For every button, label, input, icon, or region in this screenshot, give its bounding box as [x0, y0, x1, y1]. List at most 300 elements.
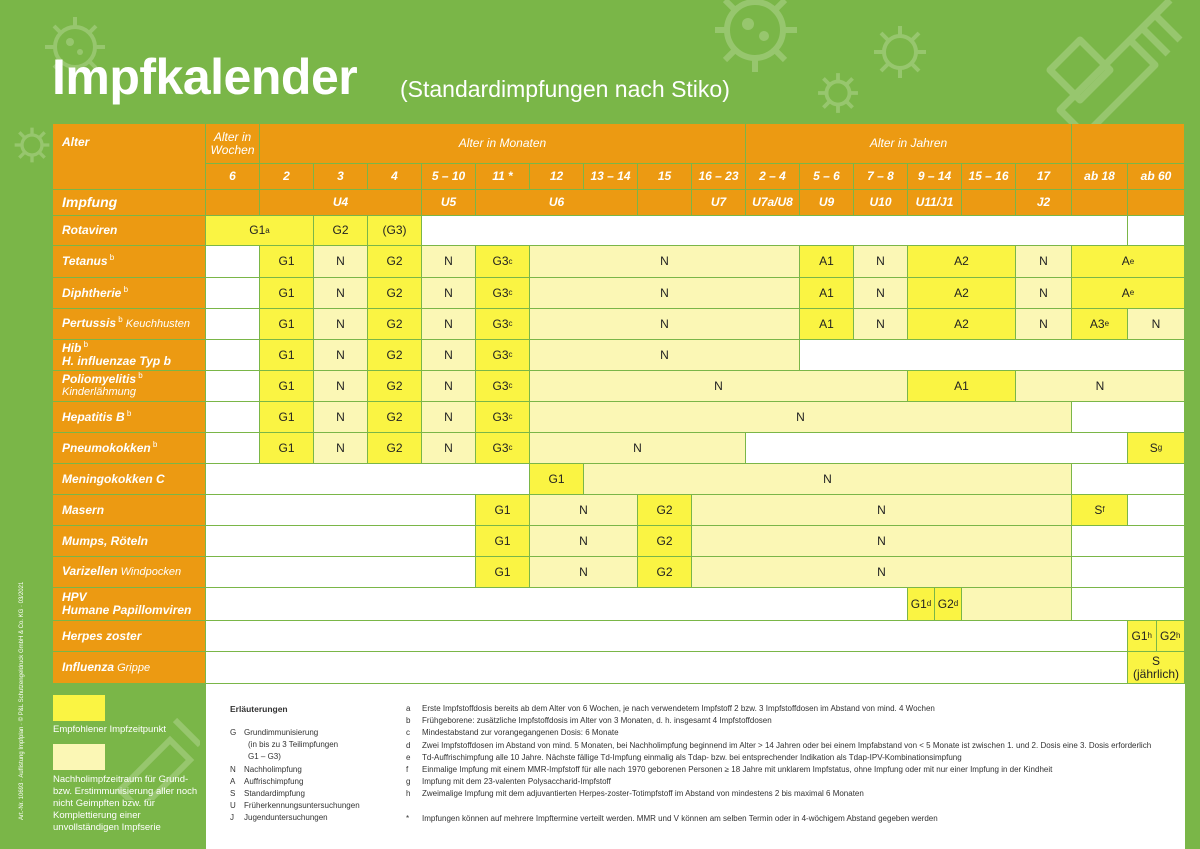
cell-text: 12 — [549, 169, 564, 183]
schedule-cell — [530, 402, 1072, 433]
schedule-cell — [1072, 588, 1185, 621]
schedule-cell — [1016, 246, 1072, 278]
footnote-text: Zweimalige Impfung mit dem adjuvantierten Herpes-zoster-Totimpfstoff im Abstand von mindestens 2 bis maximal 6 Monaten — [422, 789, 864, 799]
abbreviation-key: U — [230, 801, 236, 811]
cell-text: A1 — [819, 285, 834, 300]
virus-icon — [12, 125, 52, 165]
schedule-cell — [314, 371, 368, 402]
abbreviation-key: S — [230, 789, 236, 798]
cell-text: G2 — [386, 347, 403, 362]
age-header — [1128, 164, 1185, 190]
footnote-key: b — [406, 716, 411, 726]
schedule-cell — [260, 402, 314, 433]
footnote-key: a — [406, 704, 411, 713]
cell-text: Alter — [62, 135, 90, 149]
u-header — [962, 190, 1016, 216]
cell-text: N — [876, 285, 885, 300]
cell-text: N — [336, 316, 345, 331]
cell-text: G1 — [278, 440, 295, 455]
vaccine-name: Mumps, Röteln — [62, 533, 148, 548]
schedule-cell — [854, 246, 908, 278]
cell-text: G3 — [492, 254, 509, 268]
cell-text: A — [1121, 285, 1130, 300]
cell-text: A1 — [819, 316, 834, 331]
schedule-cell — [206, 464, 530, 495]
cell-text: U5 — [440, 195, 457, 209]
cell-text: G2 — [656, 533, 673, 548]
vaccine-label — [53, 588, 206, 621]
schedule-cell — [368, 402, 422, 433]
schedule-cell — [206, 340, 260, 371]
schedule-cell: G2 h — [1157, 621, 1186, 652]
footnote-marker: b — [81, 340, 89, 349]
vaccine-name: Rotaviren — [62, 223, 118, 237]
schedule-cell — [530, 246, 800, 278]
cell-text: A1 — [954, 378, 969, 393]
schedule-cell: G3 c — [476, 340, 530, 371]
cell-text: N — [660, 254, 669, 268]
vaccine-label — [53, 652, 206, 684]
schedule-cell — [314, 278, 368, 309]
vaccine-name-box — [62, 408, 132, 424]
schedule-cell — [314, 309, 368, 340]
cell-text: 16 – 23 — [698, 169, 739, 183]
header-jahre — [746, 124, 1072, 164]
schedule-cell — [530, 278, 800, 309]
cell-text: N — [444, 316, 453, 331]
u-header — [854, 190, 908, 216]
abbreviation-key: A — [230, 776, 236, 786]
u-header — [476, 190, 638, 216]
cell-text: U6 — [548, 195, 565, 209]
schedule-cell: G3 c — [476, 371, 530, 402]
footnote-key: * — [406, 813, 410, 823]
schedule-cell: G3 c — [476, 309, 530, 340]
vaccine-label — [53, 402, 206, 433]
cell-text: N — [1039, 316, 1048, 331]
vaccine-name-box — [62, 473, 165, 486]
cell-text: G3 — [492, 316, 509, 331]
cell-text: U4 — [332, 195, 349, 209]
footnote-key: f — [406, 765, 409, 774]
cell-text: N — [876, 316, 885, 331]
u-header — [1016, 190, 1072, 216]
cell-text: G1 — [1131, 628, 1148, 643]
schedule-cell — [260, 278, 314, 309]
abbreviation-text: Standardimpfung — [244, 789, 305, 798]
age-header — [476, 164, 530, 190]
cell-text: N — [444, 254, 453, 268]
vaccine-label — [53, 340, 206, 371]
cell-text: Alter in Wochen — [210, 129, 255, 157]
cell-text: A2 — [954, 254, 969, 268]
schedule-cell: A e — [1072, 246, 1185, 278]
footnote-marker: b — [150, 439, 158, 449]
cell-text: G2 — [386, 285, 403, 300]
vaccine-name-box — [62, 630, 141, 643]
cell-text: G2 — [386, 378, 403, 393]
vaccine-name: Influenza — [62, 659, 115, 674]
cell-text: G1 — [278, 409, 295, 424]
page-subtitle: (Standardimpfungen nach Stiko) — [400, 76, 730, 102]
cell-text: N — [1095, 378, 1105, 393]
schedule-cell — [422, 402, 476, 433]
schedule-cell — [260, 246, 314, 278]
schedule-cell — [314, 433, 368, 464]
schedule-cell — [422, 278, 476, 309]
vaccine-name-box — [62, 317, 190, 331]
cell-text: N — [1151, 316, 1161, 331]
header-monate — [260, 124, 746, 164]
cell-text: A2 — [954, 316, 969, 331]
u-header — [1072, 190, 1128, 216]
schedule-cell — [1016, 309, 1072, 340]
color-legend — [0, 684, 206, 849]
cell-text: G1 — [910, 596, 927, 611]
cell-text: 13 – 14 — [590, 169, 631, 183]
schedule-cell — [530, 340, 800, 371]
cell-text: 6 — [229, 169, 236, 183]
vaccine-label — [53, 371, 206, 402]
schedule-cell — [854, 278, 908, 309]
schedule-cell — [260, 340, 314, 371]
header-impfung — [53, 190, 206, 216]
abbreviation-text: G1 – G3) — [248, 752, 281, 762]
schedule-cell — [638, 495, 692, 526]
cell-text: 2 — [283, 169, 290, 183]
cell-text: N — [336, 254, 345, 268]
schedule-cell — [908, 246, 1016, 278]
cell-text: G2 — [386, 316, 403, 331]
u-header — [206, 190, 260, 216]
header-alter — [53, 124, 206, 190]
cell-text: G1 — [278, 254, 295, 268]
cell-text: N — [444, 378, 453, 393]
vaccine-name-box — [62, 439, 158, 455]
schedule-cell — [206, 278, 260, 309]
footnote-text: Td-Auffrischimpfung alle 10 Jahre. Nächste fällige Td-Impfung einmalig als Tdap- bzw. bei entsprechender Indikation als Tdap-IPV-Kombinationsimpfung — [422, 752, 962, 762]
footnote-text: Mindestabstand zur vorangegangenen Dosis: 6 Monate — [422, 728, 619, 738]
vaccine-label — [53, 621, 206, 652]
virus-icon — [870, 22, 930, 82]
virus-icon — [815, 70, 861, 116]
schedule-cell — [1128, 309, 1185, 340]
schedule-cell — [206, 588, 908, 621]
cell-text: N — [633, 440, 642, 455]
vaccine-label — [53, 495, 206, 526]
schedule-cell — [908, 371, 1016, 402]
vaccine-name-box — [62, 284, 129, 300]
abbreviation-text: Nachholimpfung — [244, 764, 302, 774]
cell-text: G2 — [332, 223, 349, 237]
u-header — [638, 190, 692, 216]
footnote-key: e — [406, 752, 411, 762]
u-header — [746, 190, 800, 216]
abbreviation-key: J — [230, 813, 234, 823]
header-blank — [1072, 124, 1185, 164]
schedule-cell — [422, 371, 476, 402]
schedule-cell — [206, 371, 260, 402]
schedule-cell — [368, 278, 422, 309]
age-header — [746, 164, 800, 190]
schedule-cell — [206, 495, 476, 526]
schedule-cell: G1 d — [908, 588, 935, 621]
age-header — [1072, 164, 1128, 190]
cell-text: 17 — [1036, 169, 1051, 183]
footnote-key: c — [406, 728, 410, 738]
abbreviation-text: (in bis zu 3 Teilimpfungen — [248, 740, 339, 750]
cell-text: N — [876, 254, 885, 268]
schedule-cell — [476, 495, 530, 526]
cell-text: 11 * — [492, 169, 513, 183]
age-header — [962, 164, 1016, 190]
vaccine-name: Pertussis — [62, 316, 117, 330]
cell-text: N — [444, 409, 453, 424]
schedule-cell — [800, 246, 854, 278]
footnote-marker: b — [121, 284, 129, 294]
cell-text: G2 — [1160, 628, 1177, 643]
vaccine-label — [53, 526, 206, 557]
schedule-cell — [368, 371, 422, 402]
schedule-cell — [530, 371, 908, 402]
cell-text: N — [877, 502, 886, 517]
cell-text: G3 — [492, 347, 509, 362]
cell-text: S — [1094, 502, 1103, 517]
schedule-cell — [260, 433, 314, 464]
cell-text: N — [336, 378, 345, 393]
cell-text: N — [336, 285, 345, 300]
cell-text: J2 — [1036, 195, 1051, 209]
schedule-cell: A e — [1072, 278, 1185, 309]
age-header — [800, 164, 854, 190]
age-header — [422, 164, 476, 190]
schedule-cell: G2 d — [935, 588, 962, 621]
vaccine-name: Masern — [62, 502, 105, 517]
cell-text: N — [444, 347, 453, 362]
schedule-cell — [206, 621, 1128, 652]
age-header — [1016, 164, 1072, 190]
vaccine-name-box — [62, 565, 181, 579]
schedule-cell — [638, 557, 692, 588]
footnote-text: Impfung mit dem 23-valenten Polysaccharid-Impfstoff — [422, 777, 611, 787]
cell-text: N — [877, 564, 886, 579]
vaccine-common-name: Windpocken — [117, 566, 182, 578]
cell-text: N — [336, 409, 345, 424]
schedule-cell — [692, 526, 1072, 557]
schedule-cell — [1128, 216, 1185, 246]
footnote-key: h — [406, 789, 411, 799]
schedule-cell — [314, 340, 368, 371]
cell-text: N — [660, 285, 669, 300]
footnote-marker: b — [107, 253, 115, 262]
cell-text: N — [579, 564, 588, 579]
schedule-cell — [368, 433, 422, 464]
schedule-cell — [206, 309, 260, 340]
cell-text: U10 — [869, 195, 892, 209]
vaccine-label — [53, 464, 206, 495]
vaccine-label — [53, 216, 206, 246]
schedule-cell: G1 h — [1128, 621, 1157, 652]
vaccine-name-box — [62, 504, 104, 517]
vaccine-name-box — [62, 255, 114, 268]
schedule-cell — [1072, 464, 1185, 495]
vaccine-name-box — [62, 591, 191, 617]
vaccine-common-name: Kinderlähmung — [62, 386, 136, 398]
cell-text: A2 — [954, 285, 969, 300]
cell-text: N — [1039, 285, 1048, 300]
schedule-cell: G3 c — [476, 433, 530, 464]
page-title: Impfkalender — [52, 49, 358, 105]
explanations-title: Erläuterungen — [230, 704, 288, 714]
schedule-cell — [368, 216, 422, 246]
schedule-cell — [692, 557, 1072, 588]
schedule-cell — [530, 557, 638, 588]
age-header — [368, 164, 422, 190]
schedule-cell — [1072, 557, 1185, 588]
vaccine-name-box — [62, 535, 148, 548]
schedule-cell — [368, 309, 422, 340]
cell-text: A3 — [1089, 316, 1105, 331]
schedule-cell — [422, 246, 476, 278]
schedule-cell — [908, 278, 1016, 309]
schedule-cell: G3 c — [476, 246, 530, 278]
cell-text: ab 60 — [1140, 169, 1172, 183]
schedule-cell — [746, 433, 1128, 464]
cell-text: G3 — [492, 440, 509, 455]
cell-text: 9 – 14 — [917, 169, 952, 183]
schedule-cell — [800, 278, 854, 309]
explanations-box — [206, 684, 1185, 849]
cell-text: N — [444, 440, 453, 455]
schedule-cell — [800, 340, 1185, 371]
vaccine-name: Meningokokken C — [62, 471, 165, 486]
schedule-cell — [422, 433, 476, 464]
vaccine-name: Diphtherie — [62, 285, 122, 300]
abbreviation-text: Auffrischimpfung — [244, 776, 304, 786]
u-header — [908, 190, 962, 216]
legend-light-label: Nachholimpfzeitraum für Grund- bzw. Erstimmunisierung aller noch nicht Geimpften bzw. für Komplettierung einer unvollständigen Impfserie — [53, 774, 198, 833]
age-header — [692, 164, 746, 190]
cell-text: Alter in Jahren — [869, 136, 948, 150]
cell-text: G2 — [656, 564, 673, 579]
cell-text: G2 — [386, 254, 403, 268]
cell-text: G1 — [278, 285, 295, 300]
schedule-cell — [530, 433, 746, 464]
schedule-cell — [1072, 402, 1185, 433]
schedule-cell — [314, 402, 368, 433]
schedule-cell — [422, 340, 476, 371]
vaccine-label — [53, 278, 206, 309]
abbreviation-text: Früherkennungsuntersuchungen — [244, 801, 360, 811]
cell-text: N — [823, 471, 832, 486]
footnote-text: Zwei Impfstoffdosen im Abstand von mind. 5 Monaten, bei Nachholimpfung beginnend im Alter > 14 Jahren oder bei einem Impfabstand von < 5 Monate ist zwischen 1. und 2. Dosis eine 3. Dosis erforderlich — [422, 740, 1152, 750]
vaccine-name: Hib — [62, 341, 82, 355]
cell-text: G1 — [494, 564, 511, 579]
footnote-text: Erste Impfstoffdosis bereits ab dem Alter von 6 Wochen, je nach verwendetem Impfstoff 2 bzw. 3 Impfstoffdosen im Abstand von mind. 4 Wochen — [422, 704, 935, 713]
header-wochen — [206, 124, 260, 164]
abbreviation-text: Grundimmunisierung — [244, 728, 319, 737]
vaccine-name: HPV — [62, 590, 87, 604]
abbreviation-text: Jugenduntersuchungen — [244, 813, 328, 823]
age-header — [638, 164, 692, 190]
cell-text: 5 – 10 — [431, 169, 466, 183]
vaccine-name: Varizellen — [62, 564, 118, 578]
u-header — [692, 190, 746, 216]
footnote-marker: b — [116, 315, 123, 324]
vaccine-name-2: H. influenzae Typ b — [62, 354, 171, 368]
cell-text: N — [444, 285, 453, 300]
cell-text: S (jährlich) — [1132, 653, 1179, 681]
vaccine-name: Poliomyelitis — [62, 372, 137, 386]
age-header — [584, 164, 638, 190]
cell-text: G1 — [278, 347, 295, 362]
schedule-cell: G3 c — [476, 278, 530, 309]
schedule-cell — [530, 309, 800, 340]
syringe-icon — [1020, 0, 1190, 124]
cell-text: N — [714, 378, 723, 393]
schedule-cell — [962, 588, 1072, 621]
article-note: Art.-Nr. 10693 · Auflistung Impfplan · © P&L Schutzengeldruck GmbH & Co. KG · 03/2021 — [19, 581, 25, 820]
cell-text: 2 – 4 — [759, 169, 786, 183]
schedule-cell — [422, 216, 1128, 246]
vaccine-label — [53, 246, 206, 278]
footnote-marker: b — [124, 408, 132, 418]
legend-swatch-yellow — [53, 695, 105, 721]
cell-text: G1 — [278, 316, 295, 331]
virus-icon — [700, 0, 810, 80]
u-header — [260, 190, 422, 216]
vaccine-name: Herpes zoster — [62, 628, 142, 643]
schedule-cell — [530, 464, 584, 495]
age-header — [260, 164, 314, 190]
schedule-cell — [206, 652, 1128, 684]
cell-text: N — [336, 347, 345, 362]
vaccine-common-name: Grippe — [114, 661, 151, 674]
cell-text: G3 — [492, 409, 509, 424]
cell-text: U7 — [710, 195, 727, 209]
cell-text: 4 — [391, 169, 398, 183]
cell-text: N — [1039, 254, 1048, 268]
cell-text: N — [660, 316, 669, 331]
cell-text: G3 — [492, 378, 509, 393]
cell-text: G2 — [386, 409, 403, 424]
schedule-cell — [530, 495, 638, 526]
cell-text: G1 — [494, 502, 511, 517]
schedule-cell — [476, 526, 530, 557]
schedule-cell — [422, 309, 476, 340]
cell-text: G3 — [492, 285, 509, 300]
schedule-cell — [800, 309, 854, 340]
footnote-text: Frühgeborene: zusätzliche Impfstoffdosis im Alter von 3 Monaten, d. h. insgesamt 4 Impfstoffdosen — [422, 716, 772, 726]
schedule-cell — [908, 309, 1016, 340]
schedule-cell — [854, 309, 908, 340]
cell-text: G1 — [278, 378, 295, 393]
age-header — [206, 164, 260, 190]
cell-text: N — [877, 533, 886, 548]
vaccine-label — [53, 433, 206, 464]
vaccine-label — [53, 309, 206, 340]
schedule-cell — [584, 464, 1072, 495]
cell-text: Impfung — [62, 194, 118, 210]
schedule-cell — [692, 495, 1072, 526]
schedule-cell — [314, 216, 368, 246]
abbreviation-key: G — [230, 728, 237, 737]
cell-text: N — [336, 440, 345, 455]
cell-text: N — [796, 409, 805, 424]
vaccine-name: Tetanus — [62, 254, 108, 268]
schedule-cell — [1016, 278, 1072, 309]
schedule-cell — [1072, 526, 1185, 557]
